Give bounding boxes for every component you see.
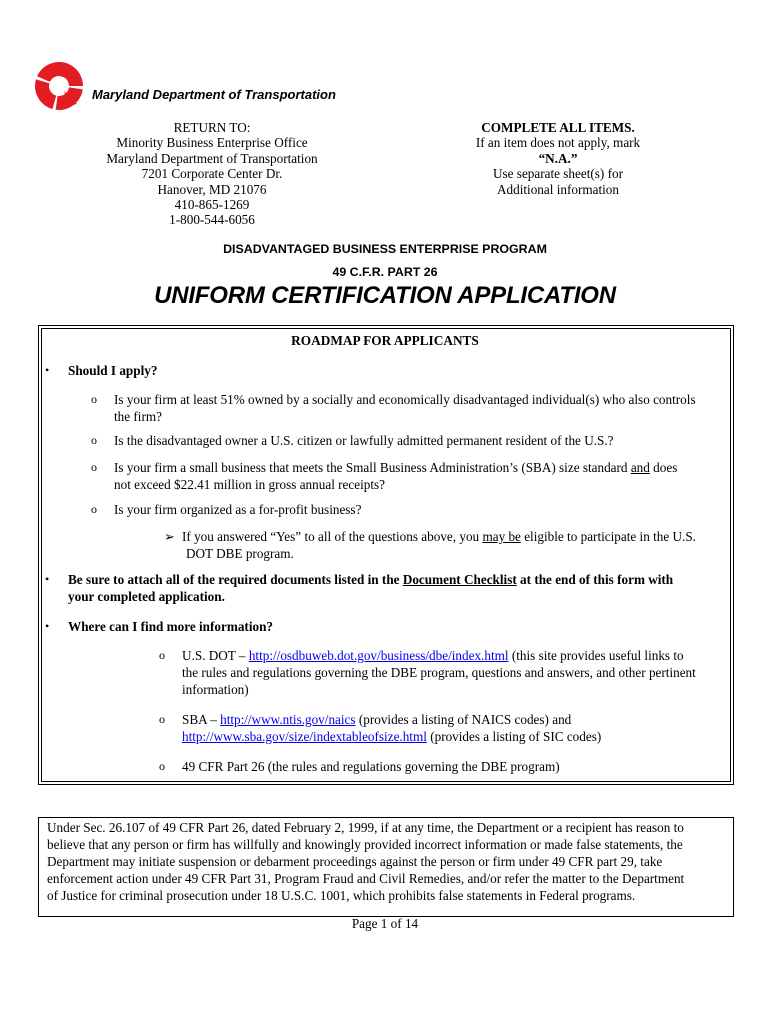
question-ownership-line: the firm? xyxy=(114,409,162,424)
question-small-business-line xyxy=(114,459,734,476)
text-run: (this site provides useful links to xyxy=(508,648,684,663)
legal-notice xyxy=(38,817,734,917)
resource-dot-line: information) xyxy=(182,682,249,697)
bullet-icon: • xyxy=(45,572,50,586)
program-name: DISADVANTAGED BUSINESS ENTERPRISE PROGRAM xyxy=(223,242,547,256)
phone-number: 410-865-1269 xyxy=(174,197,250,213)
resource-sba-line xyxy=(182,711,732,728)
return-line: 7201 Corporate Center Dr. xyxy=(141,166,283,182)
toll-free-number: 1-800-544-6056 xyxy=(169,212,255,228)
legal-notice-line: Department may initiate suspension or debarment proceedings against the person or firm under 49 CFR part 29, take xyxy=(47,854,663,870)
attach-documents-note xyxy=(68,571,728,605)
return-line: Hanover, MD 21076 xyxy=(157,181,267,197)
circle-bullet-icon: o xyxy=(91,433,97,447)
return-line: Maryland Department of Transportation xyxy=(106,150,318,166)
document-checklist-reference: Document Checklist xyxy=(402,572,517,587)
text-run: (provides a listing of NAICS codes) and xyxy=(355,712,572,727)
legal-notice-line: believe that any person or firm has willfully and knowingly provided incorrect information or made false statements, the xyxy=(47,837,683,853)
arrow-bullet-icon: ➢ xyxy=(164,529,176,544)
circle-bullet-icon: o xyxy=(91,502,97,516)
resource-dot xyxy=(182,647,732,698)
eligibility-note xyxy=(182,528,732,562)
should-apply-question: Should I apply? xyxy=(68,363,158,378)
program-cfr: 49 C.F.R. PART 26 xyxy=(332,265,438,279)
instructions-block xyxy=(452,120,664,197)
more-info-question: Where can I find more information? xyxy=(68,619,274,634)
mdot-logo-icon xyxy=(33,60,85,112)
circle-bullet-icon: o xyxy=(159,712,165,726)
attach-documents-line xyxy=(68,571,728,588)
text-run: SBA – xyxy=(182,712,221,727)
page-title: UNIFORM CERTIFICATION APPLICATION xyxy=(154,282,616,309)
question-for-profit: Is your firm organized as a for-profit business? xyxy=(114,502,362,517)
resource-dot-line xyxy=(182,647,732,664)
instructions-line: Additional information xyxy=(497,181,619,197)
text-run: (provides a listing of SIC codes) xyxy=(426,729,602,744)
na-mark: “N.A.” xyxy=(538,150,578,166)
legal-notice-line: enforcement action under 49 CFR Part 31, Program Fraud and Civil Remedies, and/or refer the matter to the Department xyxy=(47,871,685,887)
eligibility-note-line: DOT DBE program. xyxy=(186,546,294,561)
bullet-icon: • xyxy=(45,619,50,633)
circle-bullet-icon: o xyxy=(91,392,97,406)
circle-bullet-icon: o xyxy=(159,759,165,773)
return-heading: RETURN TO: xyxy=(173,120,251,135)
instructions-line: Use separate sheet(s) for xyxy=(493,166,623,182)
text-run: at the end of this form with xyxy=(516,572,674,587)
instructions-heading: COMPLETE ALL ITEMS. xyxy=(481,120,635,135)
question-small-business xyxy=(114,459,734,493)
legal-notice-line: Under Sec. 26.107 of 49 CFR Part 26, dated February 2, 1999, if at any time, the Department or a recipient has reason to xyxy=(47,820,684,835)
question-citizenship: Is the disadvantaged owner a U.S. citizen or lawfully admitted permanent resident of the U.S.? xyxy=(114,433,614,448)
text-run: If you answered “Yes” to all of the questions above, you xyxy=(182,529,483,544)
bullet-icon: • xyxy=(45,363,50,377)
question-ownership xyxy=(114,391,734,425)
roadmap-title: ROADMAP FOR APPLICANTS xyxy=(291,333,479,348)
agency-name: Maryland Department of Transportation xyxy=(92,87,336,102)
text-run: eligible to participate in the U.S. xyxy=(520,529,696,544)
return-address-block xyxy=(96,120,328,228)
dot-dbe-link[interactable]: http://osdbuweb.dot.gov/business/dbe/index.html xyxy=(248,648,509,663)
attach-documents-line: your completed application. xyxy=(68,589,225,604)
text-run: Is your firm a small business that meets the Small Business Administration’s (SBA) size standard xyxy=(114,460,631,475)
eligibility-note-line xyxy=(182,528,732,545)
resource-sba xyxy=(182,711,732,745)
emphasis-and: and xyxy=(630,460,650,475)
page-number: Page 1 of 14 xyxy=(351,916,419,931)
emphasis-may-be: may be xyxy=(482,529,521,544)
return-line: Minority Business Enterprise Office xyxy=(116,135,308,151)
text-run: U.S. DOT – xyxy=(182,648,249,663)
question-ownership-line: Is your firm at least 51% owned by a socially and economically disadvantaged individual(s) who also controls xyxy=(114,392,696,407)
circle-bullet-icon: o xyxy=(91,460,97,474)
instructions-line: If an item does not apply, mark xyxy=(475,135,641,151)
naics-link[interactable]: http://www.ntis.gov/naics xyxy=(220,712,356,727)
resource-dot-line: the rules and regulations governing the DBE program, questions and answers, and other pertinent xyxy=(182,665,696,680)
resource-sba-line xyxy=(182,728,732,745)
text-run: Be sure to attach all of the required documents listed in the xyxy=(68,572,403,587)
text-run: does xyxy=(649,460,678,475)
sba-size-table-link[interactable]: http://www.sba.gov/size/indextableofsize.html xyxy=(182,729,427,744)
question-small-business-line: not exceed $22.41 million in gross annual receipts? xyxy=(114,477,386,492)
legal-notice-line: of Justice for criminal prosecution under 18 U.S.C. 1001, which prohibits false statements in Federal programs. xyxy=(47,888,636,904)
resource-cfr: 49 CFR Part 26 (the rules and regulations governing the DBE program) xyxy=(182,759,560,774)
circle-bullet-icon: o xyxy=(159,648,165,662)
